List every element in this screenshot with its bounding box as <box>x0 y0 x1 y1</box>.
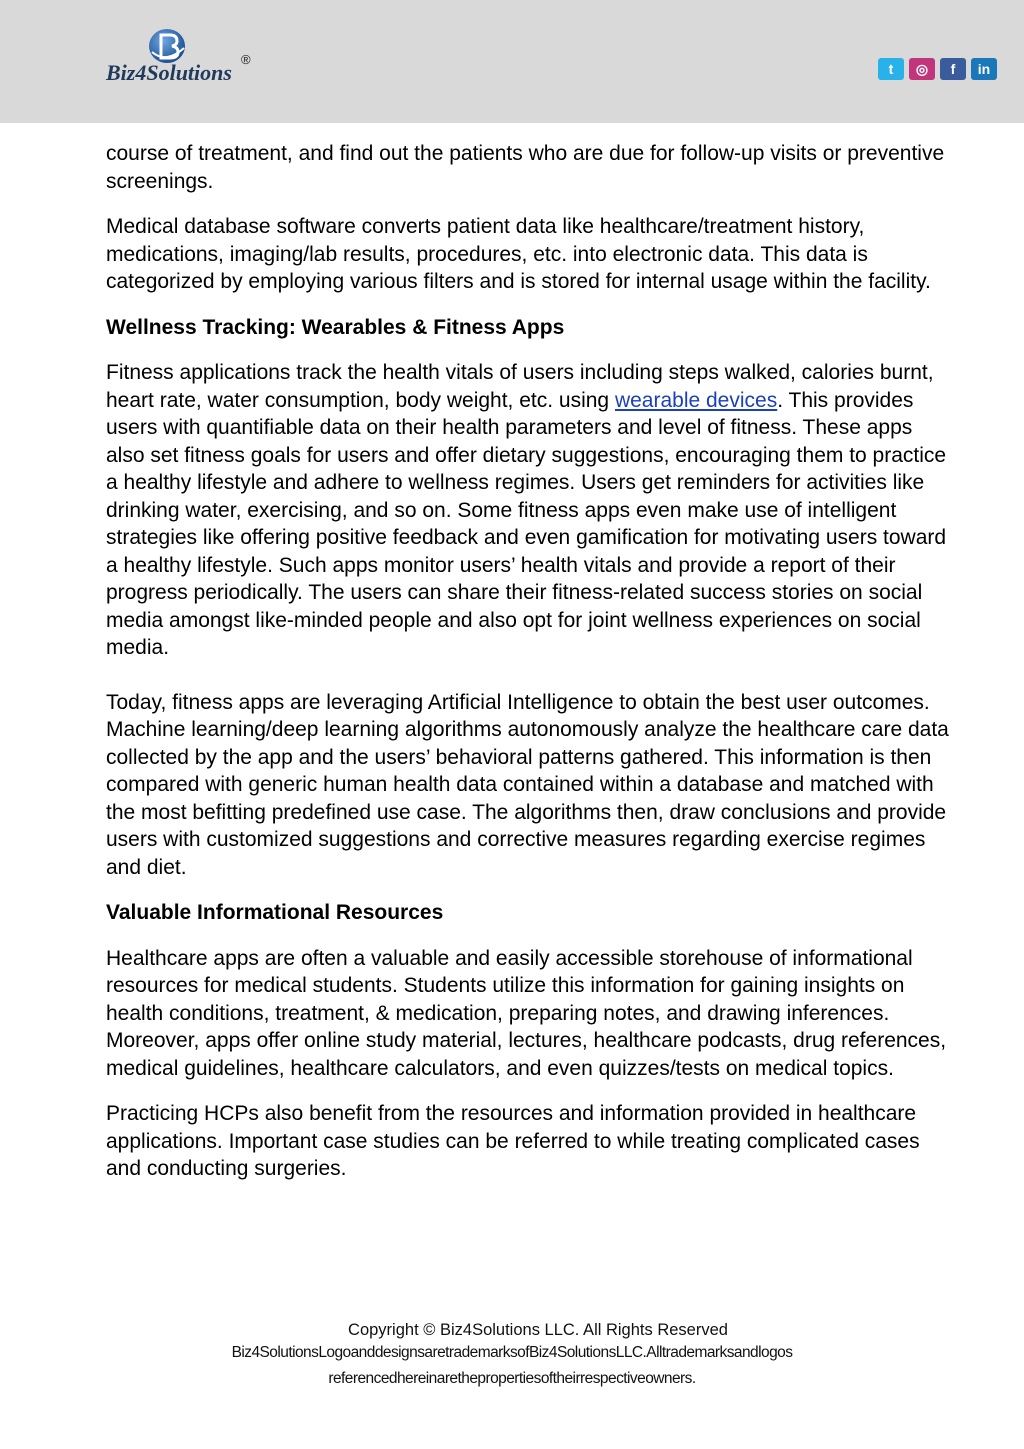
social-links <box>878 58 997 80</box>
paragraph-medical-database: Medical database software converts patient data like healthcare/treatment history, medications, imaging/lab results, procedures, etc. into electronic data. This data is categorized by employing various filters and is stored for internal usage within the facility. <box>106 215 931 293</box>
logo-wordmark: Biz4Solutions <box>106 60 232 85</box>
paragraph-text: Fitness applications track the health vitals of users including steps walked, calories burnt, heart rate, water consumption, body weight, etc. using <box>106 361 934 412</box>
trademark-notice: Biz4SolutionsLogoanddesignsaretrademarksofBiz4SolutionsLLC.Alltrademarksandlogos <box>231 1344 793 1361</box>
page-footer <box>0 1319 1024 1391</box>
page-header <box>0 0 1024 123</box>
paragraph-practicing-hcps: Practicing HCPs also benefit from the resources and information provided in healthcare applications. Important case studies can be referred to while treating complicated cases and conducting surgeries. <box>106 1102 920 1180</box>
paragraph-ai-fitness: Today, fitness apps are leveraging Artificial Intelligence to obtain the best user outcomes. Machine learning/deep learning algorithms autonomously analyze the healthcare care data collected by the app and the users’ behavioral patterns gathered. This information is then compared with generic human health data contained within a database and matched with the most befitting predefined use case. The algorithms then, draw conclusions and provide users with customized suggestions and corrective measures regarding exercise regimes and diet. <box>106 690 949 879</box>
registered-mark: ® <box>241 52 251 67</box>
trademark-notice-continued: referencedhereinarethepropertiesoftheirrespectiveowners. <box>328 1370 696 1387</box>
copyright-notice: Copyright © Biz4Solutions LLC. All Rights Reserved <box>348 1321 728 1339</box>
company-logo <box>104 22 264 94</box>
paragraph-text: . This provides users with quantifiable data on their health parameters and level of fitness. These apps also set fitness goals for users and offer dietary suggestions, encouraging them to practice a healthy lifestyle and adhere to wellness regimes. Users get reminders for activities like drinking water, exercising, and so on. Some fitness apps even make use of intelligent strategies like offering positive feedback and even gamification for motivating users toward a healthy lifestyle. Such apps monitor users’ health vitals and provide a report of their progress periodically. The users can share their fitness-related success stories on social media amongst like-minded people and also opt for joint wellness experiences on social media. <box>106 388 947 659</box>
heading-wellness-tracking: Wellness Tracking: Wearables & Fitness Apps <box>106 315 565 339</box>
twitter-icon[interactable]: t <box>878 58 904 80</box>
instagram-icon[interactable]: ◎ <box>909 58 935 80</box>
wearable-devices-link[interactable]: wearable devices <box>614 388 778 412</box>
paragraph-fitness-apps <box>106 359 956 662</box>
linkedin-icon[interactable]: in <box>971 58 997 80</box>
facebook-icon[interactable]: f <box>940 58 966 80</box>
heading-informational-resources: Valuable Informational Resources <box>106 901 444 924</box>
document-body <box>106 140 956 1201</box>
paragraph-healthcare-apps: Healthcare apps are often a valuable and easily accessible storehouse of informational resources for medical students. Students utilize this information for gaining insights on health conditions, treatment, & medication, preparing notes, and drawing inferences. Moreover, apps offer online study material, lectures, healthcare podcasts, drug references, medical guidelines, healthcare calculators, and even quizzes/tests on medical topics. <box>106 946 947 1080</box>
paragraph-continuation: course of treatment, and find out the patients who are due for follow-up visits or preventive screenings. <box>106 142 945 193</box>
